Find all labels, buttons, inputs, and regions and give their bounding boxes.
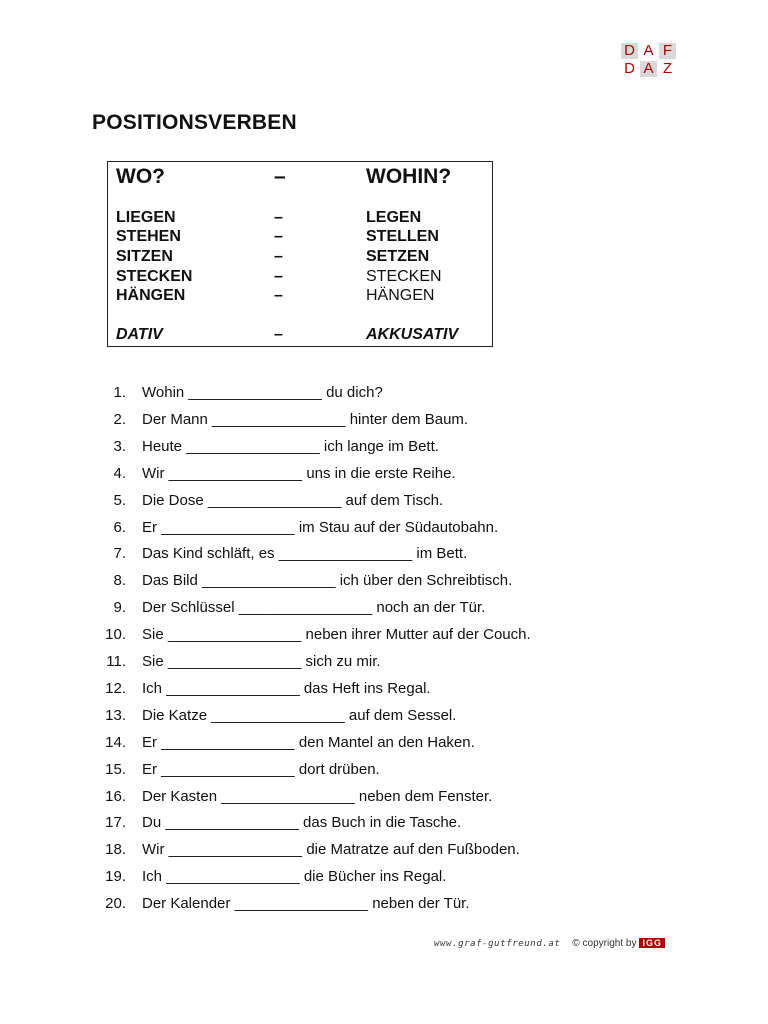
verb-table [107, 161, 493, 347]
exercise-item [0, 515, 768, 541]
answer-blank[interactable]: ________________ [207, 492, 342, 509]
exercise-sentence [142, 730, 475, 756]
exercise-sentence [142, 784, 492, 810]
exercise-sentence [142, 541, 467, 567]
exercise-sentence [142, 434, 439, 460]
exercise-sentence [142, 891, 470, 917]
answer-blank[interactable]: ________________ [186, 438, 320, 455]
sentence-start: Du [142, 814, 162, 831]
logo-letter: Z [662, 60, 673, 77]
exercise-sentence [142, 407, 468, 433]
sentence-start: Sie [142, 653, 164, 670]
exercise-number: 11. [106, 653, 126, 670]
exercise-sentence [142, 380, 383, 406]
answer-blank[interactable]: ________________ [168, 841, 303, 858]
exercise-number: 9. [113, 599, 126, 616]
exercise-item [0, 891, 768, 917]
verb-dativ: HÄNGEN [116, 287, 186, 304]
sentence-start: Die Katze [142, 707, 208, 724]
sentence-end: im Bett. [416, 545, 468, 562]
answer-blank[interactable]: ________________ [188, 384, 322, 401]
sentence-end: die Matratze auf den Fußboden. [306, 841, 520, 858]
verb-dativ: LIEGEN [116, 209, 176, 226]
sentence-end: neben dem Fenster. [358, 788, 493, 805]
answer-blank[interactable]: ________________ [167, 653, 302, 670]
exercise-item [0, 407, 768, 433]
exercise-item [0, 837, 768, 863]
exercise-item [0, 757, 768, 783]
sentence-end: im Stau auf der Südautobahn. [298, 519, 499, 536]
logo-letter: D [624, 60, 635, 77]
sentence-start: Sie [142, 626, 164, 643]
sentence-end: auf dem Sessel. [348, 707, 457, 724]
answer-blank[interactable]: ________________ [161, 519, 295, 536]
exercise-item [0, 434, 768, 460]
answer-blank[interactable]: ________________ [212, 411, 346, 428]
case-akkusativ: AKKUSATIV [366, 326, 459, 343]
verb-dash: – [274, 248, 283, 265]
exercise-item [0, 380, 768, 406]
logo-letter: A [643, 42, 654, 59]
exercise-sentence [142, 461, 456, 487]
answer-blank[interactable]: ________________ [234, 895, 369, 912]
answer-blank[interactable]: ________________ [278, 545, 413, 562]
header-wo: WO? [116, 165, 165, 188]
sentence-start: Ich [142, 868, 163, 885]
sentence-start: Der Mann [142, 411, 208, 428]
sentence-start: Der Kasten [142, 788, 218, 805]
answer-blank[interactable]: ________________ [161, 734, 295, 751]
exercise-item [0, 864, 768, 890]
sentence-end: die Bücher ins Regal. [303, 868, 447, 885]
verb-akkusativ: STECKEN [366, 268, 442, 285]
answer-blank[interactable]: ________________ [161, 761, 295, 778]
footer-url[interactable]: www.graf-gutfreund.at [434, 939, 561, 949]
exercise-sentence [142, 488, 443, 514]
answer-blank[interactable]: ________________ [168, 465, 303, 482]
exercise-number: 14. [105, 734, 126, 751]
header-wohin: WOHIN? [366, 165, 452, 188]
exercise-sentence [142, 622, 531, 648]
sentence-end: du dich? [326, 384, 383, 401]
exercise-number: 4. [113, 465, 126, 482]
sentence-start: Das Kind schläft, es [142, 545, 275, 562]
answer-blank[interactable]: ________________ [202, 572, 336, 589]
exercise-item [0, 568, 768, 594]
sentence-end: den Mantel an den Haken. [298, 734, 475, 751]
answer-blank[interactable]: ________________ [211, 707, 345, 724]
verb-akkusativ: HÄNGEN [366, 287, 435, 304]
sentence-start: Ich [142, 680, 163, 697]
exercise-number: 8. [113, 572, 126, 589]
verb-dash: – [274, 209, 283, 226]
answer-blank[interactable]: ________________ [167, 626, 302, 643]
exercise-number: 17. [105, 814, 126, 831]
igg-logo: IGG [639, 938, 665, 948]
exercise-number: 5. [113, 492, 126, 509]
verb-dativ: STEHEN [116, 228, 181, 245]
exercise-number: 2. [113, 411, 126, 428]
exercise-item [0, 488, 768, 514]
exercise-item [0, 676, 768, 702]
exercise-sentence [142, 864, 446, 890]
case-dash: – [274, 326, 283, 343]
sentence-end: sich zu mir. [305, 653, 381, 670]
exercise-item [0, 461, 768, 487]
exercise-sentence [142, 568, 512, 594]
exercise-number: 19. [105, 868, 126, 885]
exercise-item [0, 649, 768, 675]
verb-dash: – [274, 287, 283, 304]
answer-blank[interactable]: ________________ [166, 680, 300, 697]
answer-blank[interactable]: ________________ [238, 599, 373, 616]
case-dativ: DATIV [116, 326, 163, 343]
sentence-start: Er [142, 519, 157, 536]
exercise-item [0, 810, 768, 836]
sentence-start: Der Schlüssel [142, 599, 235, 616]
verb-dash: – [274, 228, 283, 245]
exercise-sentence [142, 595, 485, 621]
verb-dativ: STECKEN [116, 268, 193, 285]
footer-copyright: © copyright by [572, 938, 637, 949]
sentence-start: Der Kalender [142, 895, 231, 912]
page-title: POSITIONSVERBEN [92, 111, 297, 134]
sentence-start: Wir [142, 841, 165, 858]
sentence-end: auf dem Tisch. [345, 492, 444, 509]
exercise-number: 16. [105, 788, 126, 805]
logo-letter: A [640, 61, 657, 77]
sentence-end: hinter dem Baum. [349, 411, 469, 428]
sentence-end: ich lange im Bett. [323, 438, 439, 455]
page-footer [434, 938, 665, 949]
sentence-start: Er [142, 761, 157, 778]
verb-akkusativ: SETZEN [366, 248, 430, 265]
sentence-end: neben der Tür. [372, 895, 470, 912]
exercise-item [0, 541, 768, 567]
exercise-sentence [142, 757, 380, 783]
sentence-end: dort drüben. [298, 761, 380, 778]
sentence-end: uns in die erste Reihe. [306, 465, 456, 482]
exercise-number: 7. [113, 545, 126, 562]
exercise-sentence [142, 837, 520, 863]
exercise-number: 20. [105, 895, 126, 912]
exercise-sentence [142, 703, 456, 729]
sentence-start: Das Bild [142, 572, 198, 589]
sentence-start: Er [142, 734, 157, 751]
sentence-end: das Heft ins Regal. [303, 680, 431, 697]
header-dash: – [274, 165, 286, 188]
logo-letter: F [659, 43, 676, 59]
sentence-end: das Buch in die Tasche. [303, 814, 462, 831]
exercise-item [0, 730, 768, 756]
verb-dash: – [274, 268, 283, 285]
exercise-sentence [142, 676, 431, 702]
sentence-start: Heute [142, 438, 183, 455]
exercise-item [0, 703, 768, 729]
verb-dativ: SITZEN [116, 248, 173, 265]
exercise-item [0, 595, 768, 621]
exercise-number: 1. [113, 384, 126, 401]
sentence-end: noch an der Tür. [376, 599, 486, 616]
exercise-number: 18. [105, 841, 126, 858]
exercise-sentence [142, 515, 498, 541]
sentence-end: ich über den Schreibtisch. [339, 572, 513, 589]
exercise-sentence [142, 810, 461, 836]
exercise-number: 10. [105, 626, 126, 643]
verb-akkusativ: LEGEN [366, 209, 422, 226]
exercise-number: 6. [113, 519, 126, 536]
exercise-number: 3. [113, 438, 126, 455]
verb-akkusativ: STELLEN [366, 228, 439, 245]
sentence-start: Wohin [142, 384, 185, 401]
exercise-item [0, 784, 768, 810]
answer-blank[interactable]: ________________ [165, 814, 299, 831]
exercise-item [0, 622, 768, 648]
sentence-start: Die Dose [142, 492, 204, 509]
dafdaz-logo [621, 43, 677, 77]
exercise-number: 13. [105, 707, 126, 724]
logo-letter: D [621, 43, 638, 59]
sentence-end: neben ihrer Mutter auf der Couch. [305, 626, 531, 643]
exercise-number: 15. [105, 761, 126, 778]
sentence-start: Wir [142, 465, 165, 482]
exercise-number: 12. [105, 680, 126, 697]
answer-blank[interactable]: ________________ [166, 868, 300, 885]
exercise-sentence [142, 649, 381, 675]
answer-blank[interactable]: ________________ [221, 788, 355, 805]
